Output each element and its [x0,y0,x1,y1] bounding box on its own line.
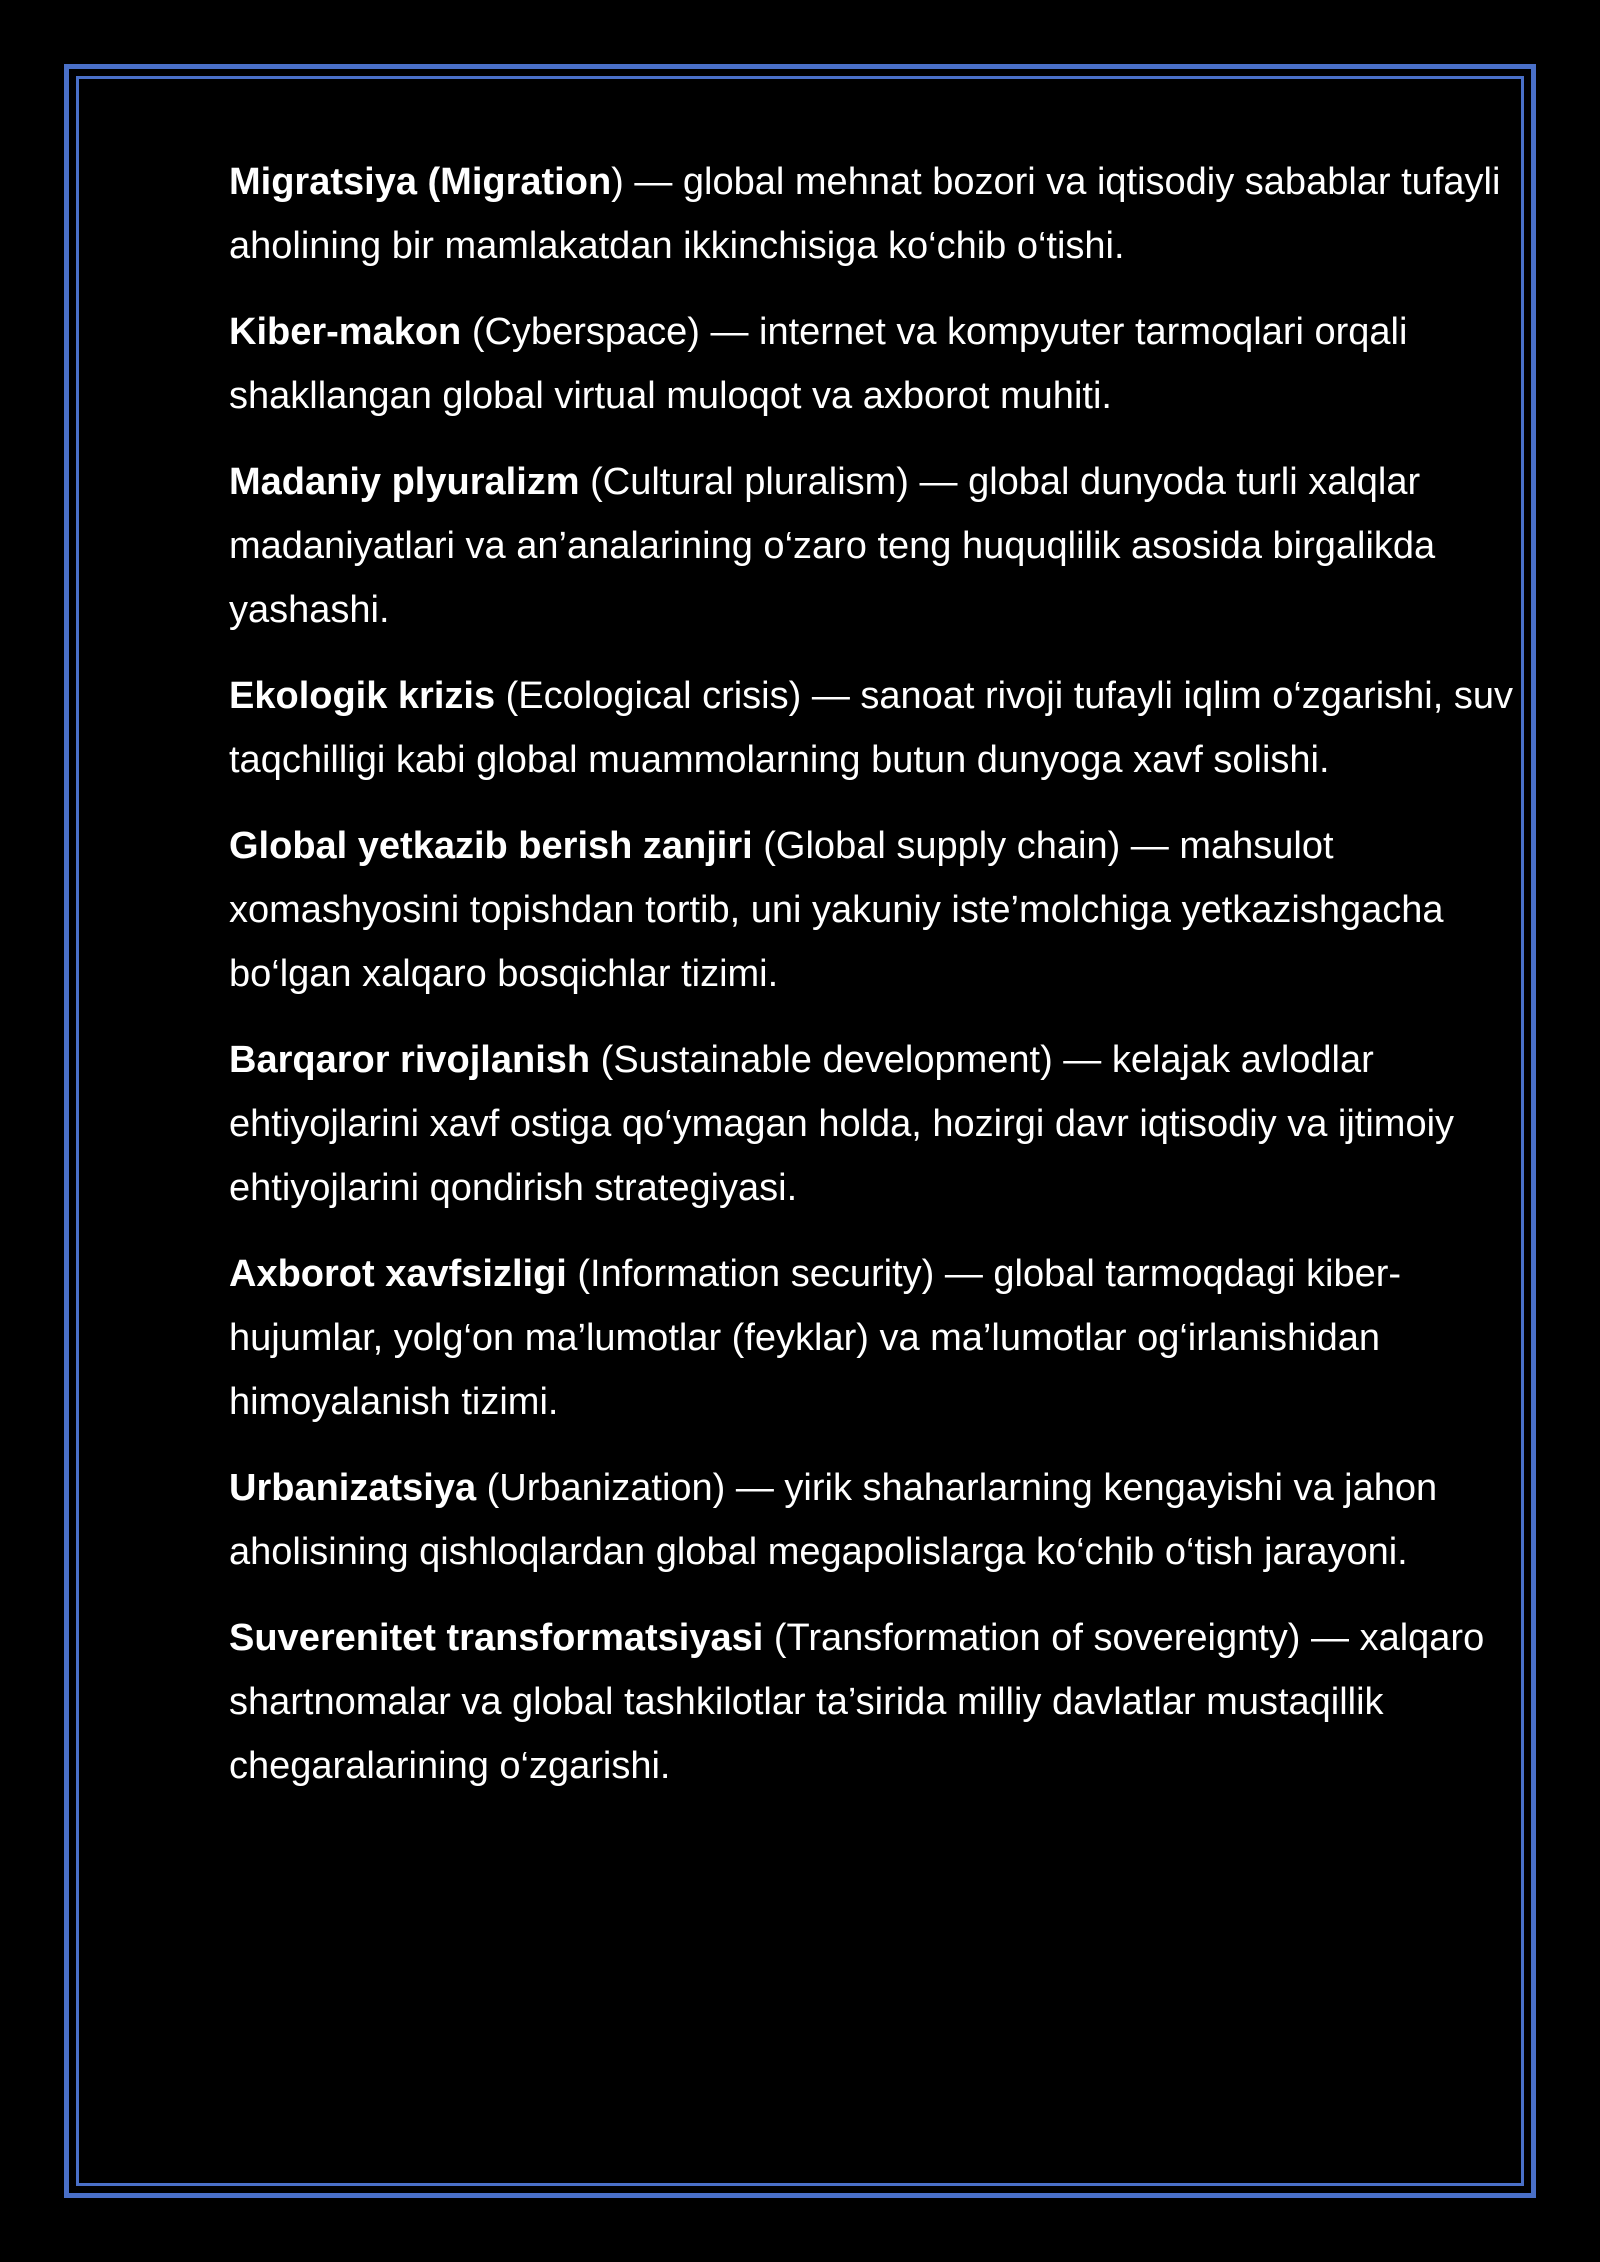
glossary-entry-cultural-pluralism [229,450,1519,642]
entry-definition: (Cultural pluralism) — global dunyoda turli xalqlar madaniyatlari va an’analarining o‘zaro teng huquqlilik asosida birgalikda yashashi. [229,461,1436,631]
entry-definition: (Global supply chain) — mahsulot xomashyosini topishdan tortib, uni yakuniy iste’molchiga yetkazishgacha bo‘lgan xalqaro bosqichlar tizimi. [229,825,1444,995]
entry-term: Migratsiya (Migration [229,161,612,203]
entry-term: Madaniy plyuralizm [229,461,580,503]
glossary-entry-sustainable-development [229,1028,1519,1220]
entry-definition: (Urbanization) — yirik shaharlarning kengayishi va jahon aholisining qishloqlardan global megapolislarga ko‘chib o‘tish jarayoni. [229,1467,1438,1573]
entry-term: Barqaror rivojlanish [229,1039,591,1081]
glossary-entry-migration [229,150,1519,278]
entry-term: Global yetkazib berish zanjiri [229,825,753,867]
entry-term: Ekologik krizis [229,675,496,717]
glossary-entry-information-security [229,1242,1519,1434]
entry-definition: (Ecological crisis) — sanoat rivoji tufayli iqlim o‘zgarishi, suv taqchilligi kabi global muammolarning butun dunyoga xavf solishi. [229,675,1513,781]
entry-definition: (Cyberspace) — internet va kompyuter tarmoqlari orqali shakllangan global virtual muloqot va axborot muhiti. [229,311,1408,417]
glossary-content [229,150,1519,1820]
entry-definition: (Transformation of sovereignty) — xalqaro shartnomalar va global tashkilotlar ta’sirida milliy davlatlar mustaqillik chegaralarining o‘zgarishi. [229,1617,1485,1787]
entry-term: Urbanizatsiya [229,1467,477,1509]
glossary-entry-supply-chain [229,814,1519,1006]
entry-term: Axborot xavfsizligi [229,1253,567,1295]
entry-definition: ) — global mehnat bozori va iqtisodiy sabablar tufayli aholining bir mamlakatdan ikkinchisiga ko‘chib o‘tishi. [229,161,1501,267]
entry-term: Kiber-makon [229,311,462,353]
entry-definition: (Sustainable development) — kelajak avlodlar ehtiyojlarini xavf ostiga qo‘ymagan holda, hozirgi davr iqtisodiy va ijtimoiy ehtiyojlarini qondirish strategiyasi. [229,1039,1455,1209]
entry-term: Suverenitet transformatsiyasi [229,1617,764,1659]
glossary-entry-sovereignty [229,1606,1519,1798]
glossary-entry-urbanization [229,1456,1519,1584]
glossary-entry-ecological-crisis [229,664,1519,792]
entry-definition: (Information security) — global tarmoqdagi kiber-hujumlar, yolg‘on ma’lumotlar (feyklar) va ma’lumotlar og‘irlanishidan himoyalanish tizimi. [229,1253,1402,1423]
glossary-entry-cyberspace [229,300,1519,428]
